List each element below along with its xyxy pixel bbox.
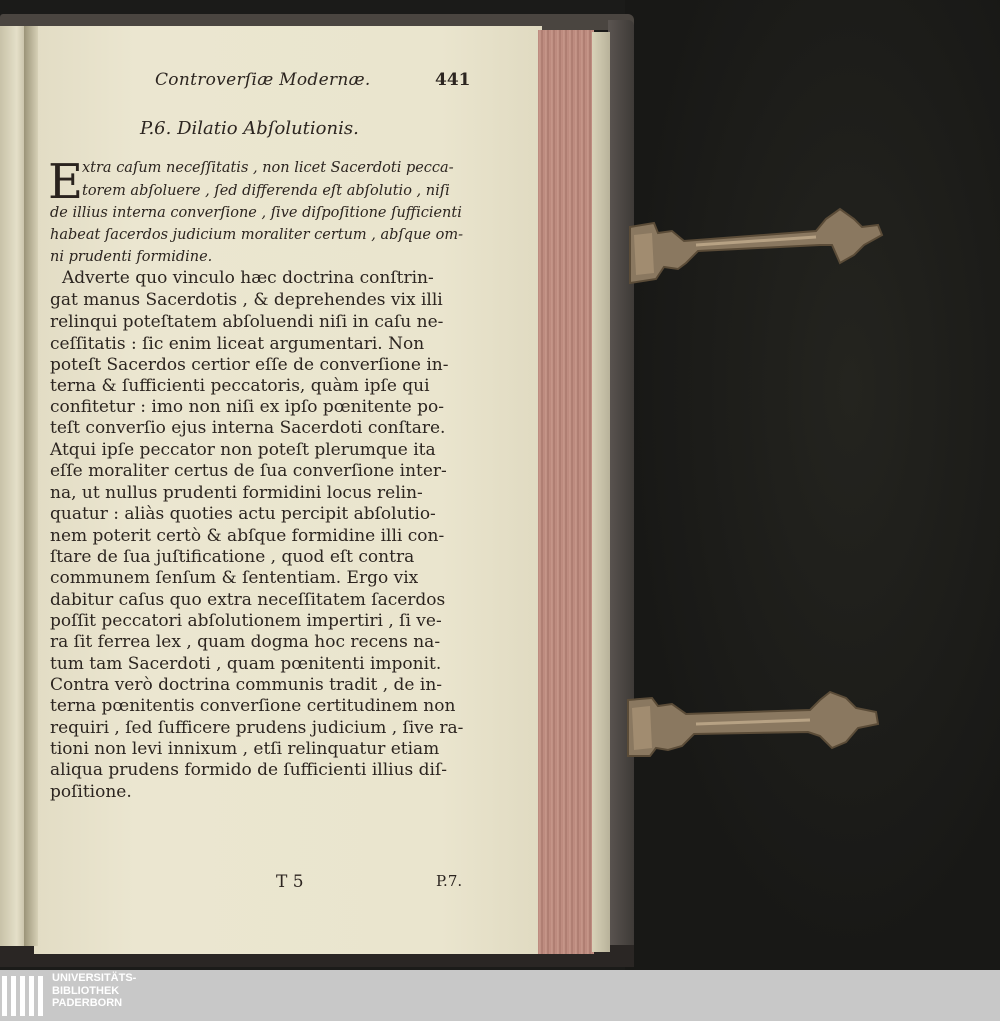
text-line: poſitione. — [50, 782, 132, 802]
text-line: poſſit peccatori abſolutionem impertiri , ſi ve- — [50, 611, 442, 631]
red-page-edges — [538, 30, 594, 954]
text-line: communem ſenſum & ſententiam. Ergo vix — [50, 568, 419, 588]
italic-line: habeat ſacerdos judicium moraliter certum , abſque om- — [50, 227, 463, 243]
italic-line: torem abſoluere , ſed differenda eſt abſolutio , niſi — [82, 183, 450, 199]
text-line: confitetur : imo non niſi ex ipſo pœnitente po- — [50, 397, 445, 417]
text-line: Adverte quo vinculo hæc doctrina conſtrin- — [62, 268, 434, 288]
text-line: requiri , ſed ſufficere prudens judicium , ſive ra- — [50, 718, 464, 738]
italic-line: ni prudenti formidine. — [50, 249, 213, 265]
italic-line: de illius interna converſione , ſive diſpoſitione ſufficienti — [50, 205, 462, 221]
text-line: poteſt Sacerdos certior eſſe de converſione in- — [50, 355, 449, 375]
book-gutter — [24, 26, 38, 946]
text-line: quatur : aliàs quoties actu percipit abſolutio- — [50, 504, 436, 524]
text-line: tum tam Sacerdoti , quam pœnitenti imponit. — [50, 654, 442, 674]
text-line: ſtare de ſua juſtificatione , quod eſt contra — [50, 547, 415, 567]
text-line: terna & ſufficienti peccatoris, quàm ipſe qui — [50, 376, 430, 396]
running-head: Controverſiæ Modernæ. — [155, 70, 371, 90]
signature-mark: T 5 — [276, 872, 304, 892]
text-line: terna pœnitentis converſione certitudinem non — [50, 696, 456, 716]
text-line: na, ut nullus prudenti formidini locus relin- — [50, 483, 423, 503]
upper-clasp — [626, 205, 886, 287]
page-edge-light — [592, 32, 610, 952]
text-line: teſt converſio ejus interna Sacerdoti conſtare. — [50, 418, 446, 438]
footer-bar — [0, 970, 1000, 1021]
text-line: aliqua prudens formido de ſufficienti illius diſ- — [50, 760, 448, 780]
text-line: dabitur caſus quo extra neceſſitatem ſacerdos — [50, 590, 446, 610]
text-line: relinqui poteſtatem abſoluendi niſi in caſu ne- — [50, 312, 444, 332]
page-number: 441 — [435, 70, 471, 90]
logo-line-1: UNIVERSITÄTS- — [52, 972, 137, 984]
dark-backdrop — [625, 0, 1000, 970]
text-line: eſſe moraliter certus de ſua converſione inter- — [50, 461, 447, 481]
lower-clasp — [624, 690, 884, 762]
logo-line-3: PADERBORN — [52, 997, 123, 1009]
library-logo-text — [52, 972, 136, 1010]
text-line: Atqui ipſe peccator non poteſt plerumque ita — [50, 440, 436, 460]
section-title: P.6. Dilatio Abſolutionis. — [140, 118, 359, 139]
library-logo-icon — [2, 974, 46, 1018]
drop-cap: E — [48, 154, 84, 210]
text-line: nem poterit certò & abſque formidine illi con- — [50, 526, 445, 546]
italic-line: xtra caſum neceſſitatis , non licet Sacerdoti pecca- — [82, 160, 454, 176]
text-line: Contra verò doctrina communis tradit , de in- — [50, 675, 443, 695]
text-line: gat manus Sacerdotis , & deprehendes vix illi — [50, 290, 443, 310]
catchword: P.7. — [436, 872, 463, 890]
logo-line-2: BIBLIOTHEK — [52, 984, 120, 997]
text-line: tioni non levi innixum , etſi relinquatur etiam — [50, 739, 440, 759]
text-line: ra ſit ferrea lex , quam dogma hoc recens na- — [50, 632, 441, 652]
text-line: ceſſitatis : ſic enim liceat argumentari. Non — [50, 334, 425, 354]
book-cover-edge — [608, 20, 634, 965]
